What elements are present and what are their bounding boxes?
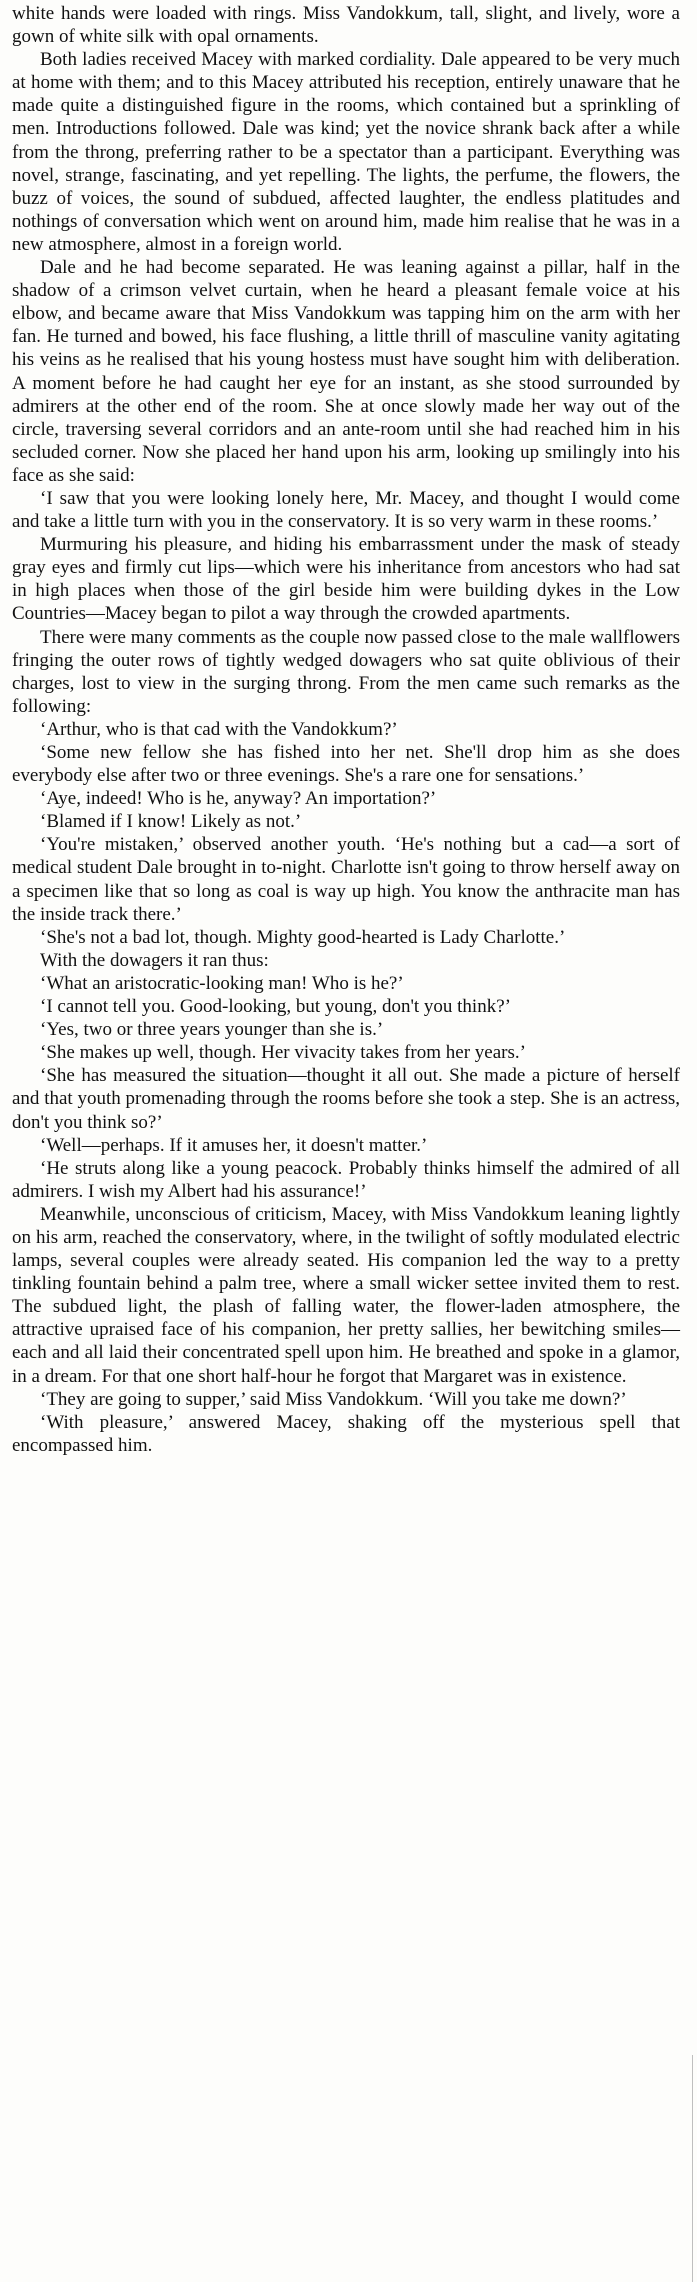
dialogue-paragraph: ‘What an aristocratic-looking man! Who is he?’ xyxy=(40,972,404,994)
paragraph: With the dowagers it ran thus: xyxy=(40,949,269,971)
paragraph: Dale and he had become separated. He was leaning against a pillar, half in the shadow of a crimson velvet curtain, when he heard a pleasant female voice at his elbow, and became aware that Miss Vandokkum was tapping him on the arm with her fan. He turned and bowed, his face flushing, a little thrill of masculine vanity agitating his veins as he realised that his young hostess must have sought him with deliberation. A moment before he had caught her eye for an instant, as she stood surrounded by admirers at the other end of the room. She at once slowly made her way out of the circle, traversing several corridors and an ante-room until she had reached him in his secluded corner. Now she placed her hand upon his arm, looking up smilingly into his face as she said: xyxy=(12,257,680,486)
column-edge-rule xyxy=(692,2055,694,2282)
paragraph: Murmuring his pleasure, and hiding his embarrassment under the mask of steady gray eyes and firmly cut lips—which were his inheritance from ancestors who had sat in high places when those of the girl beside him were building dykes in the Low Countries—Macey began to pilot a way through the crowded apartments. xyxy=(12,534,680,625)
dialogue-paragraph: ‘Arthur, who is that cad with the Vandokkum?’ xyxy=(40,718,398,740)
dialogue-paragraph: ‘She's not a bad lot, though. Mighty good-hearted is Lady Charlotte.’ xyxy=(40,926,566,948)
dialogue-paragraph: ‘I saw that you were looking lonely here, Mr. Macey, and thought I would come and take a little turn with you in the conservatory. It is so very warm in these rooms.’ xyxy=(12,487,680,533)
paragraph: white hands were loaded with rings. Miss Vandokkum, tall, slight, and lively, wore a gown of white silk with opal ornaments. xyxy=(12,3,680,48)
paragraph: Meanwhile, unconscious of criticism, Macey, with Miss Vandokkum leaning lightly on his arm, reached the conservatory, where, in the twilight of softly modulated electric lamps, several couples were already seated. His companion led the way to a pretty tinkling fountain behind a palm tree, where a small wicker settee invited them to rest. The subdued light, the plash of falling water, the flower-laden atmosphere, the attractive upraised face of his companion, her pretty sallies, her bewitching smiles—each and all laid their concentrated spell upon him. He breathed and spoke in a glamor, in a dream. For that one short half-hour he forgot that Margaret was in existence. xyxy=(12,1203,680,1387)
paragraph: Both ladies received Macey with marked cordiality. Dale appeared to be very much at home with them; and to this Macey attributed his reception, entirely unaware that he made quite a distinguished figure in the rooms, which contained but a sprinkling of men. Introductions followed. Dale was kind; yet the novice shrank back after a while from the throng, preferring rather to be a spectator than a participant. Everything was novel, strange, fascinating, and yet repelling. The lights, the perfume, the flowers, the buzz of voices, the sound of subdued, affected laughter, the endless platitudes and nothings of conversation which went on around him, made him realise that he was in a new atmosphere, almost in a foreign world. xyxy=(12,49,680,255)
dialogue-paragraph: ‘I cannot tell you. Good-looking, but young, don't you think?’ xyxy=(40,996,511,1018)
article-column xyxy=(12,2,680,1457)
dialogue-paragraph: ‘He struts along like a young peacock. Probably thinks himself the admired of all admirers. I wish my Albert had his assurance!’ xyxy=(12,1157,680,1202)
dialogue-paragraph: ‘Aye, indeed! Who is he, anyway? An importation?’ xyxy=(40,788,437,810)
dialogue-paragraph: ‘Some new fellow she has fished into her net. She'll drop him as she does everybody else after two or three evenings. She's a rare one for sensations.’ xyxy=(12,742,680,787)
dialogue-paragraph: ‘With pleasure,’ answered Macey, shaking off the mysterious spell that encompassed him. xyxy=(12,1411,680,1456)
dialogue-paragraph: ‘Blamed if I know! Likely as not.’ xyxy=(40,811,302,833)
dialogue-paragraph: ‘She makes up well, though. Her vivacity takes from her years.’ xyxy=(40,1042,526,1064)
paragraph: There were many comments as the couple now passed close to the male wallflowers fringing the outer rows of tightly wedged dowagers who sat quite oblivious of their charges, lost to view in the surging throng. From the men came such remarks as the following: xyxy=(12,626,680,717)
dialogue-paragraph: ‘They are going to supper,’ said Miss Vandokkum. ‘Will you take me down?’ xyxy=(40,1388,627,1410)
dialogue-paragraph: ‘She has measured the situation—thought it all out. She made a picture of herself and that youth promenading through the rooms before she took a step. She is an actress, don't you think so?’ xyxy=(12,1065,680,1133)
dialogue-paragraph: ‘You're mistaken,’ observed another youth. ‘He's nothing but a cad—a sort of medical student Dale brought in to-night. Charlotte isn't going to throw herself away on a specimen like that so long as coal is way up high. You know the anthracite man has the inside track there.’ xyxy=(12,834,680,925)
dialogue-paragraph: ‘Well—perhaps. If it amuses her, it doesn't matter.’ xyxy=(40,1134,428,1156)
dialogue-paragraph: ‘Yes, two or three years younger than she is.’ xyxy=(40,1019,384,1041)
